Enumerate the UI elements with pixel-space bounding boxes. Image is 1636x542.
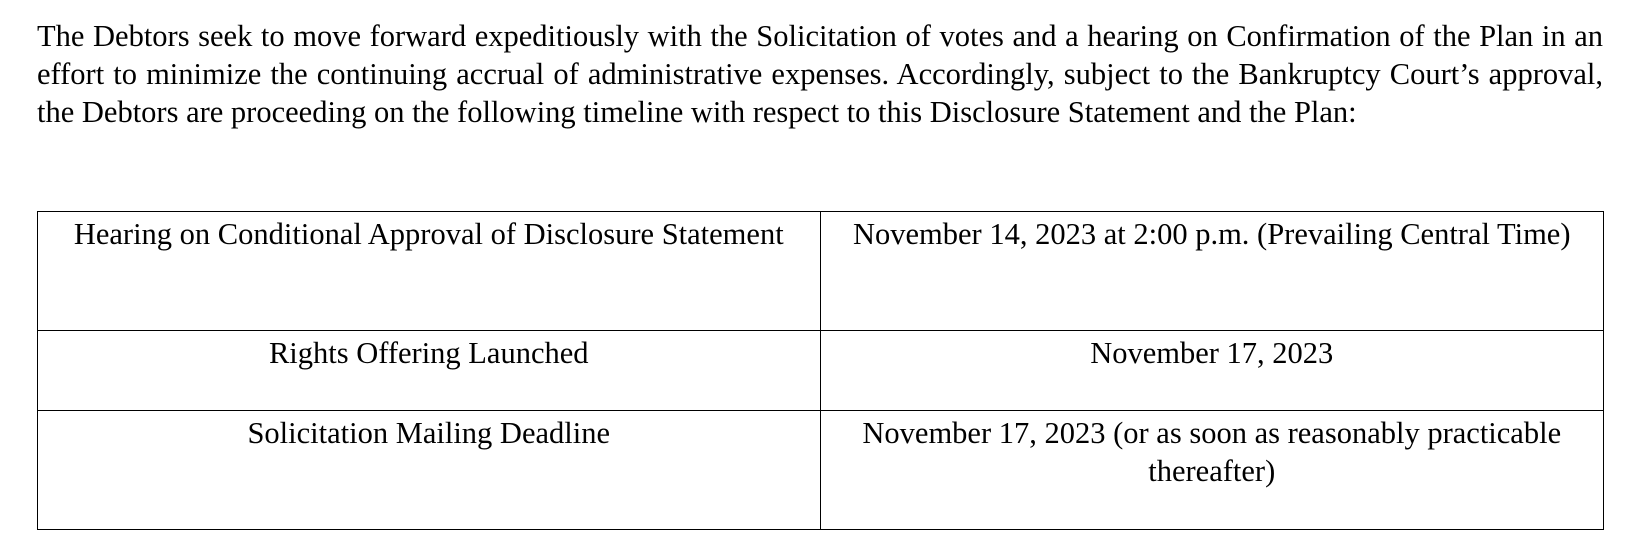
date-cell: November 17, 2023 (or as soon as reasonably practicable thereafter) xyxy=(820,411,1604,530)
intro-paragraph: The Debtors seek to move forward expeditiously with the Solicitation of votes and a hearing on Confirmation of the Plan in an effort to minimize the continuing accrual of administrative expenses. Accordingly, subject to the Bankruptcy Court’s approval, the Debtors are proceeding on the following timeline with respect to this Disclosure Statement and the Plan: xyxy=(37,19,1603,129)
timeline-table xyxy=(37,211,1604,530)
date-cell: November 14, 2023 at 2:00 p.m. (Prevailing Central Time) xyxy=(820,212,1604,331)
table-row xyxy=(38,411,1604,530)
event-cell: Rights Offering Launched xyxy=(38,331,821,411)
table-row xyxy=(38,331,1604,411)
date-cell: November 17, 2023 xyxy=(820,331,1604,411)
event-cell: Solicitation Mailing Deadline xyxy=(38,411,821,530)
table-row xyxy=(38,212,1604,331)
event-cell: Hearing on Conditional Approval of Disclosure Statement xyxy=(38,212,821,331)
